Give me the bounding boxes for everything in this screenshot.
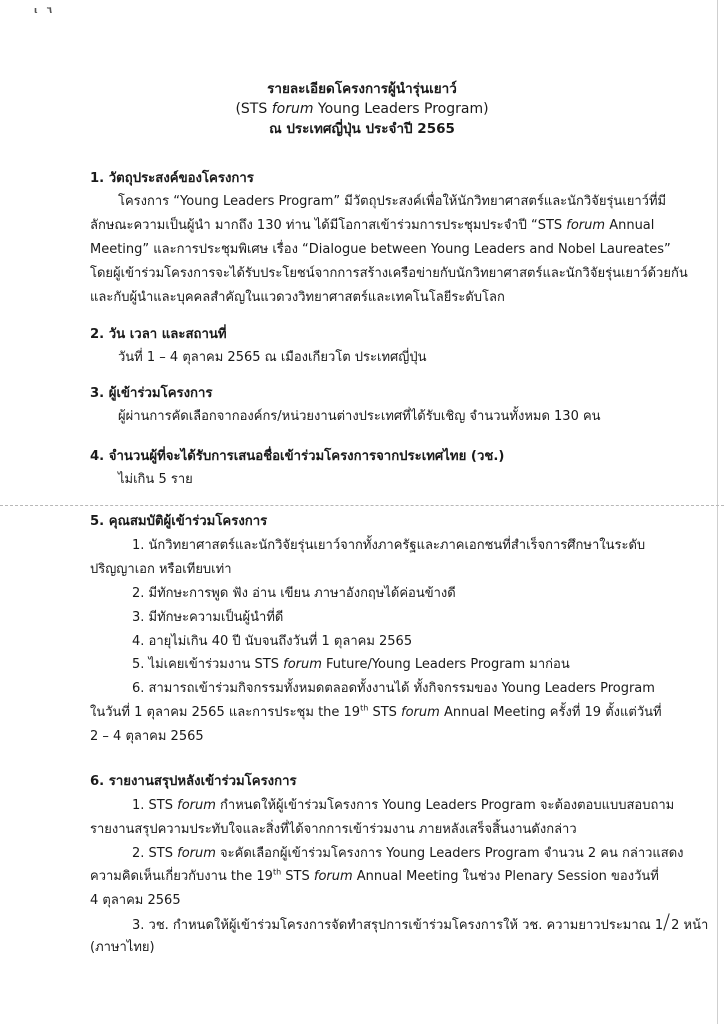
pen-stroke <box>663 913 670 930</box>
section-5-item: 4. อายุไม่เกิน 40 ปี นับจนถึงวันที่ 1 ตุลาคม 2565 <box>132 634 413 649</box>
section-6-item <box>90 868 659 886</box>
italic-text: forum <box>283 657 322 672</box>
corner-scan-mark: ι ٦ <box>34 6 53 16</box>
section-5-item: 1. นักวิทยาศาสตร์และนักวิจัยรุ่นเยาว์จากทั้งภาครัฐและภาคเอกชนที่สำเร็จการศึกษาในระดับ <box>132 538 646 553</box>
section-1-line: โครงการ “Young Leaders Program” มีวัตถุประสงค์เพื่อให้นักวิทยาศาสตร์และนักวิจัยรุ่นเยาว์ที่มี <box>118 194 667 209</box>
section-6-item: 4 ตุลาคม 2565 <box>90 893 181 908</box>
section-5-item: 3. มีทักษะความเป็นผู้นำที่ดี <box>132 610 284 625</box>
text: 1. STS <box>132 798 178 813</box>
document-title <box>0 79 724 139</box>
section-4-heading: 4. จำนวนผู้ที่จะได้รับการเสนอชื่อเข้าร่วมโครงการจากประเทศไทย (วช.) <box>90 449 505 464</box>
italic-text: forum <box>566 218 606 233</box>
text: Annual Meeting ในช่วง Plenary Session ของวันที่ <box>352 869 659 884</box>
section-5-item: 6. สามารถเข้าร่วมกิจกรรมทั้งหมดตลอดทั้งงานได้ ทั้งกิจกรรมของ Young Leaders Program <box>132 681 655 696</box>
section-5-heading: 5. คุณสมบัติผู้เข้าร่วมโครงการ <box>90 514 268 529</box>
text: กำหนดให้ผู้เข้าร่วมโครงการ Young Leaders Program จะต้องตอบแบบสอบถาม <box>215 798 675 813</box>
title-text: Young Leaders Program) <box>313 101 489 117</box>
section-1-line: Meeting” และการประชุมพิเศษ เรื่อง “Dialogue between Young Leaders and Nobel Laureates” <box>90 242 671 257</box>
text: STS <box>281 869 314 884</box>
section-5-item: ปริญญาเอก หรือเทียบเท่า <box>90 562 232 577</box>
section-3-heading: 3. ผู้เข้าร่วมโครงการ <box>90 386 213 401</box>
section-5-item <box>90 704 662 722</box>
section-6-item <box>132 797 674 815</box>
title-line-2 <box>0 99 724 119</box>
section-6-item: (ภาษาไทย) <box>90 940 155 955</box>
text: 5. ไม่เคยเข้าร่วมงาน STS <box>132 657 284 672</box>
text: 2. STS <box>132 846 178 861</box>
title-italic: forum <box>271 101 314 117</box>
text: 3. วช. กำหนดให้ผู้เข้าร่วมโครงการจัดทำสรุปการเข้าร่วมโครงการให้ วช. ความยาวประมาณ 1 <box>132 918 664 933</box>
italic-text: forum <box>177 798 216 813</box>
section-2-heading: 2. วัน เวลา และสถานที่ <box>90 327 227 342</box>
text: Annual <box>605 218 655 233</box>
section-1-line: โดยผู้เข้าร่วมโครงการจะได้รับประโยชน์จากการสร้างเครือข่ายกับนักวิทยาศาสตร์และนักวิจัยรุ่นเยาว์ด้วยกัน <box>90 266 688 281</box>
title-line-3: ณ ประเทศญี่ปุ่น ประจำปี 2565 <box>269 121 455 137</box>
text: ลักษณะความเป็นผู้นำ มากถึง 130 ท่าน ได้มีโอกาสเข้าร่วมการประชุมประจำปี “STS <box>90 218 567 233</box>
section-5-item <box>132 656 570 674</box>
section-6-item <box>132 915 708 935</box>
section-4-line: ไม่เกิน 5 ราย <box>118 472 193 487</box>
section-1-line: และกับผู้นำและบุคคลสำคัญในแวดวงวิทยาศาสตร์และเทคโนโลยีระดับโลก <box>90 290 505 305</box>
superscript: th <box>360 703 369 713</box>
italic-text: forum <box>401 705 440 720</box>
section-1-heading: 1. วัตถุประสงค์ของโครงการ <box>90 171 254 186</box>
title-text: (STS <box>235 101 272 117</box>
fold-line <box>0 505 724 506</box>
section-6-heading: 6. รายงานสรุปหลังเข้าร่วมโครงการ <box>90 774 297 789</box>
italic-text: forum <box>177 846 216 861</box>
section-2-line: วันที่ 1 – 4 ตุลาคม 2565 ณ เมืองเกียวโต ประเทศญี่ปุ่น <box>118 350 427 365</box>
text: Future/Young Leaders Program มาก่อน <box>321 657 570 672</box>
section-5-item: 2. มีทักษะการพูด ฟัง อ่าน เขียน ภาษาอังกฤษได้ค่อนข้างดี <box>132 586 456 601</box>
text: ในวันที่ 1 ตุลาคม 2565 และการประชุม the 19 <box>90 705 361 720</box>
section-6-item: รายงานสรุปความประทับใจและสิ่งที่ได้จากการเข้าร่วมงาน ภายหลังเสร็จสิ้นงานดังกล่าว <box>90 822 577 837</box>
section-1-line <box>90 217 654 235</box>
text: Annual Meeting ครั้งที่ 19 ตั้งแต่วันที่ <box>439 705 662 720</box>
text: 2 หน้า <box>671 918 709 933</box>
handwritten-slash-mark <box>663 915 671 929</box>
scan-edge <box>717 0 718 1024</box>
section-5-item: 2 – 4 ตุลาคม 2565 <box>90 729 204 744</box>
text: จะคัดเลือกผู้เข้าร่วมโครงการ Young Leaders Program จำนวน 2 คน กล่าวแสดง <box>215 846 684 861</box>
italic-text: forum <box>313 869 353 884</box>
text: ความคิดเห็นเกี่ยวกับงาน the 19 <box>90 869 273 884</box>
section-3-line: ผู้ผ่านการคัดเลือกจากองค์กร/หน่วยงานต่างประเทศที่ได้รับเชิญ จำนวนทั้งหมด 130 คน <box>118 409 601 424</box>
section-6-item <box>132 845 684 863</box>
text: STS <box>368 705 402 720</box>
title-line-1: รายละเอียดโครงการผู้นำรุ่นเยาว์ <box>267 81 457 97</box>
superscript: th <box>272 867 282 877</box>
